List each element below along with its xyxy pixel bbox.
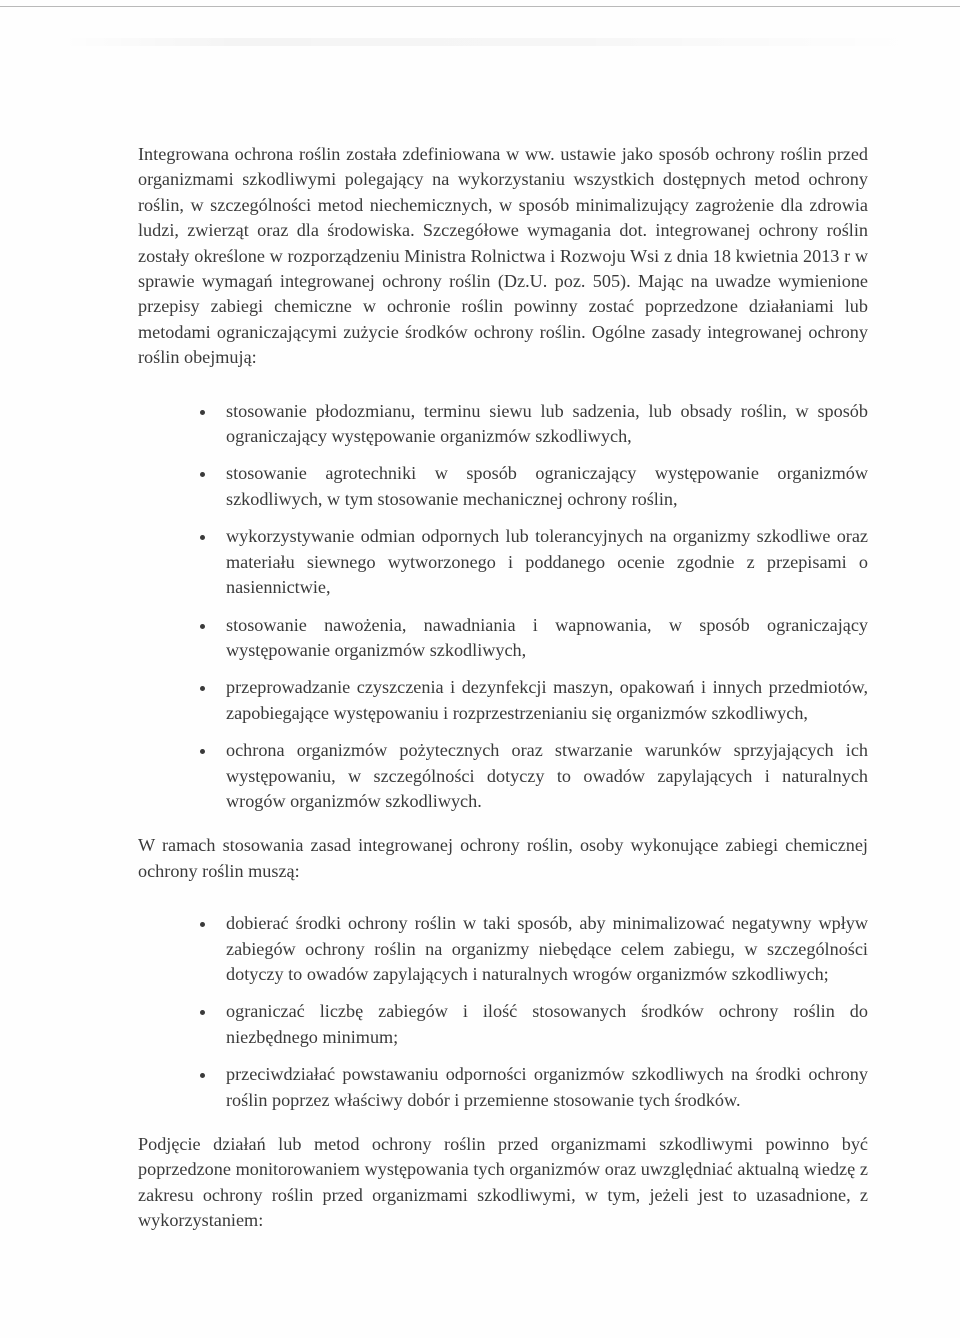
bullet-icon xyxy=(200,1010,205,1015)
list-item-text: stosowanie agrotechniki w sposób ograniczający występowanie organizmów szkodliwych, w tym stosowanie mechanicznej ochrony roślin, xyxy=(226,463,868,509)
list-item xyxy=(138,399,868,450)
list-item-text: przeciwdziałać powstawaniu odporności organizmów szkodliwych na środki ochrony roślin poprzez właściwy dobór i przemienne stosowanie tych środków. xyxy=(226,1064,868,1110)
document-body xyxy=(138,142,868,1234)
list-item-text: ochrona organizmów pożytecznych oraz stwarzanie warunków sprzyjających ich występowaniu, w szczególności dotyczy to owadów zapylających i naturalnych wrogów organizmów szkodliwych. xyxy=(226,740,868,811)
list-item xyxy=(138,738,868,814)
list-item-text: przeprowadzanie czyszczenia i dezynfekcji maszyn, opakowań i innych przedmiotów, zapobiegające występowaniu i rozprzestrzenianiu się organizmów szkodliwych, xyxy=(226,677,868,723)
scan-artifact xyxy=(60,38,920,46)
bullet-icon xyxy=(200,410,205,415)
intro-paragraph: Integrowana ochrona roślin została zdefiniowana w ww. ustawie jako sposób ochrony roślin przed organizmami szkodliwymi polegający na wykorzystaniu wszystkich dostępnych metod ochrony roślin, w szczególności metod niechemicznych, w sposób minimalizujący zagrożenie dla zdrowia ludzi, zwierząt oraz dla środowiska. Szczegółowe wymagania dot. integrowanej ochrony roślin zostały określone w rozporządzeniu Ministra Rolnictwa i Rozwoju Wsi z dnia 18 kwietnia 2013 r w sprawie wymagań integrowanej ochrony roślin (Dz.U. poz. 505). Mając na uwadze wymienione przepisy zabiegi chemiczne w ochronie roślin powinny zostać poprzedzone działaniami lub metodami ograniczającymi zużycie środków ochrony roślin. Ogólne zasady integrowanej ochrony roślin obejmują: xyxy=(138,144,868,368)
scan-top-edge xyxy=(0,6,960,7)
closing-paragraph: Podjęcie działań lub metod ochrony roślin przed organizmami szkodliwymi powinno być poprzedzone monitorowaniem występowania tych organizmów oraz uwzględniać aktualną wiedzę z zakresu ochrony roślin przed organizmami szkodliwymi, w tym, jeżeli jest to uzasadnione, z wykorzystaniem: xyxy=(138,1134,868,1231)
list-item xyxy=(138,613,868,664)
list-item xyxy=(138,524,868,600)
list-item xyxy=(138,1062,868,1113)
list-item-text: wykorzystywanie odmian odpornych lub tolerancyjnych na organizmy szkodliwe oraz materiału siewnego wytworzonego i poddanego ocenie zgodnie z przepisami o nasiennictwie, xyxy=(226,526,868,598)
list-item xyxy=(138,999,868,1050)
principles-list xyxy=(138,399,868,815)
bullet-icon xyxy=(200,535,205,540)
bullet-icon xyxy=(200,472,205,477)
list-item-text: dobierać środki ochrony roślin w taki sposób, aby minimalizować negatywny wpływ zabiegów ochrony roślin na organizmy niebędące celem zabiegu, w szczególności dotyczy to owadów zapylających i naturalnych wrogów organizmów szkodliwych; xyxy=(226,913,868,984)
bullet-icon xyxy=(200,686,205,691)
list-item-text: stosowanie płodozmianu, terminu siewu lub sadzenia, lub obsady roślin, w sposób ograniczający występowanie organizmów szkodliwych, xyxy=(226,400,868,447)
list-item xyxy=(138,675,868,726)
list-item xyxy=(138,461,868,512)
bullet-icon xyxy=(200,922,205,927)
list-item-text: stosowanie nawożenia, nawadniania i wapnowania, w sposób ograniczający występowanie organizmów szkodliwych, xyxy=(226,614,868,660)
requirements-list xyxy=(138,911,868,1113)
list-item xyxy=(138,911,868,987)
list-item-text: ograniczać liczbę zabiegów i ilość stosowanych środków ochrony roślin do niezbędnego minimum; xyxy=(226,1001,868,1047)
bullet-icon xyxy=(200,749,205,754)
second-paragraph: W ramach stosowania zasad integrowanej ochrony roślin, osoby wykonujące zabiegi chemicznej ochrony roślin muszą: xyxy=(138,835,868,881)
bullet-icon xyxy=(200,624,205,629)
bullet-icon xyxy=(200,1073,205,1078)
